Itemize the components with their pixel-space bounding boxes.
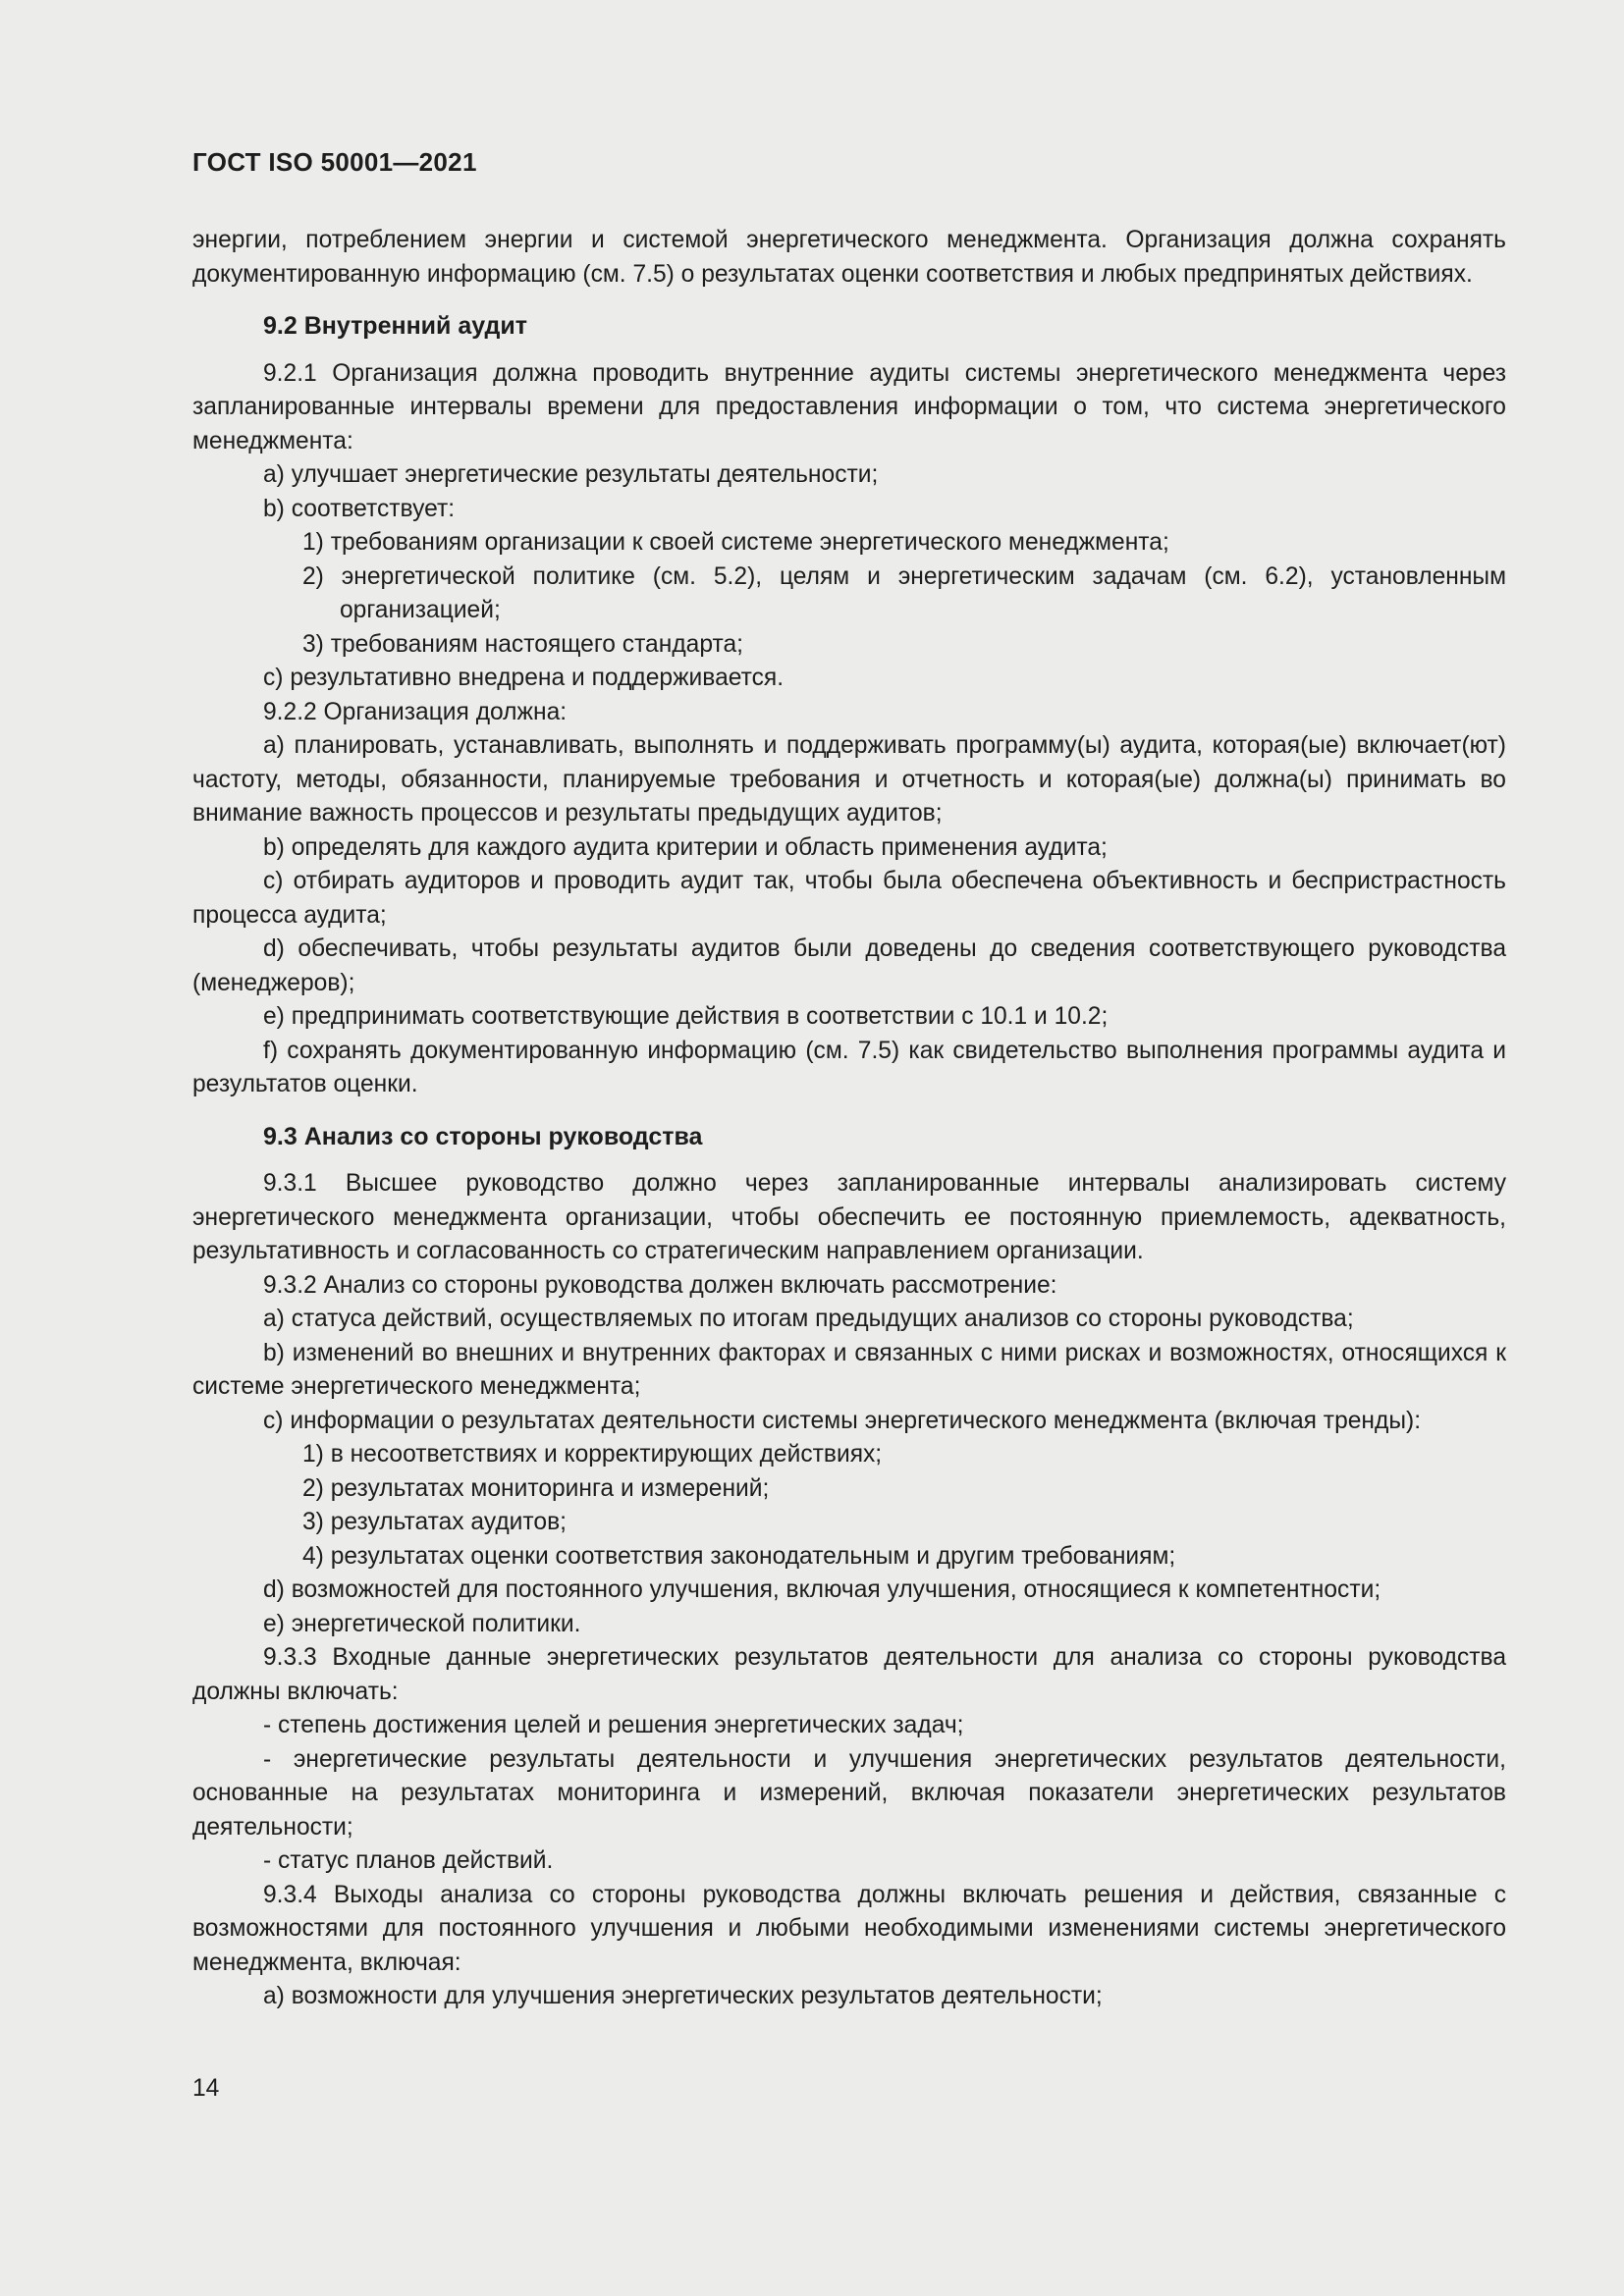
sub-list-item: 1) в несоответствиях и корректирующих действиях; bbox=[302, 1441, 883, 1468]
sub-list-item: 1) требованиям организации к своей системе энергетического менеджмента; bbox=[302, 529, 1169, 556]
list-item: a) возможности для улучшения энергетических результатов деятельности; bbox=[263, 1983, 1103, 2009]
paragraph-intro: энергии, потреблением энергии и системой энергетического менеджмента. Организация должна сохранять документированную информацию (см. 7.5) о результатах оценки соответствия и любых предпринятых действиях. bbox=[192, 227, 1506, 288]
paragraph-9-3-2: 9.3.2 Анализ со стороны руководства должен включать рассмотрение: bbox=[263, 1271, 1057, 1299]
section-heading-9-3: 9.3 Анализ со стороны руководства bbox=[263, 1122, 703, 1150]
paragraph-9-3-3: 9.3.3 Входные данные энергетических результатов деятельности для анализа со стороны руководства должны включать: bbox=[192, 1644, 1506, 1705]
list-item: c) результативно внедрена и поддерживается. bbox=[263, 665, 785, 691]
document-body bbox=[192, 224, 1506, 2014]
sub-list-item: 3) требованиям настоящего стандарта; bbox=[302, 630, 743, 658]
sub-list-item: 2) результатах мониторинга и измерений; bbox=[302, 1474, 770, 1502]
paragraph-9-3-1: 9.3.1 Высшее руководство должно через запланированные интервалы анализировать систему энергетического менеджмента организации, чтобы обеспечить ее постоянную приемлемость, адекватность, результативность и согласованность со стратегическим направлением организации. bbox=[192, 1170, 1506, 1264]
sub-list-item: 4) результатах оценки соответствия законодательным и другим требованиям; bbox=[302, 1542, 1176, 1570]
list-item: d) обеспечивать, чтобы результаты аудитов были доведены до сведения соответствующего руководства (менеджеров); bbox=[192, 935, 1506, 996]
section-heading-9-2: 9.2 Внутренний аудит bbox=[263, 312, 528, 340]
sub-list-item: 2) энергетической политике (см. 5.2), целям и энергетическим задачам (см. 6.2), установленным организацией; bbox=[302, 562, 1506, 623]
list-item: d) возможностей для постоянного улучшения, включая улучшения, относящиеся к компетентности; bbox=[263, 1576, 1381, 1603]
page-number: 14 bbox=[192, 2075, 220, 2102]
list-item: a) статуса действий, осуществляемых по итогам предыдущих анализов со стороны руководства; bbox=[263, 1306, 1354, 1332]
list-item: e) энергетической политики. bbox=[263, 1610, 581, 1637]
list-item: a) улучшает энергетические результаты деятельности; bbox=[263, 461, 879, 488]
dash-list-item: - статус планов действий. bbox=[263, 1847, 554, 1874]
list-item: b) определять для каждого аудита критерии и область применения аудита; bbox=[263, 833, 1108, 861]
dash-list-item: - степень достижения целей и решения энергетических задач; bbox=[263, 1712, 964, 1738]
list-item: a) планировать, устанавливать, выполнять и поддерживать программу(ы) аудита, которая(ые) включает(ют) частоту, методы, обязанности, планируемые требования и отчетность и которая(ые) должна(ы) принимать во внимание важность процессов и результаты предыдущих аудитов; bbox=[192, 732, 1506, 827]
dash-list-item: - энергетические результаты деятельности и улучшения энергетических результатов деятельности, основанные на результатах мониторинга и измерений, включая показатели энергетических результатов деятельности; bbox=[192, 1745, 1506, 1841]
paragraph-9-3-4: 9.3.4 Выходы анализа со стороны руководства должны включать решения и действия, связанные с возможностями для постоянного улучшения и любыми необходимыми изменениями системы энергетического менеджмента, включая: bbox=[192, 1881, 1506, 1976]
paragraph-9-2-2: 9.2.2 Организация должна: bbox=[263, 698, 568, 725]
list-item: b) соответствует: bbox=[263, 495, 456, 522]
list-item: f) сохранять документированную информацию (см. 7.5) как свидетельство выполнения программы аудита и результатов оценки. bbox=[192, 1037, 1506, 1097]
document-header: ГОСТ ISO 50001—2021 bbox=[192, 147, 477, 177]
sub-list-item: 3) результатах аудитов; bbox=[302, 1509, 567, 1535]
paragraph-9-2-1: 9.2.1 Организация должна проводить внутренние аудиты системы энергетического менеджмента через запланированные интервалы времени для предоставления информации о том, что система энергетического менеджмента: bbox=[192, 359, 1506, 454]
list-item: c) отбирать аудиторов и проводить аудит так, чтобы была обеспечена объективность и беспристрастность процесса аудита; bbox=[192, 868, 1506, 929]
list-item: e) предпринимать соответствующие действия в соответствии с 10.1 и 10.2; bbox=[263, 1003, 1109, 1030]
list-item: c) информации о результатах деятельности системы энергетического менеджмента (включая тренды): bbox=[263, 1407, 1422, 1434]
list-item: b) изменений во внешних и внутренних факторах и связанных с ними рисках и возможностях, относящихся к системе энергетического менеджмента; bbox=[192, 1339, 1506, 1400]
